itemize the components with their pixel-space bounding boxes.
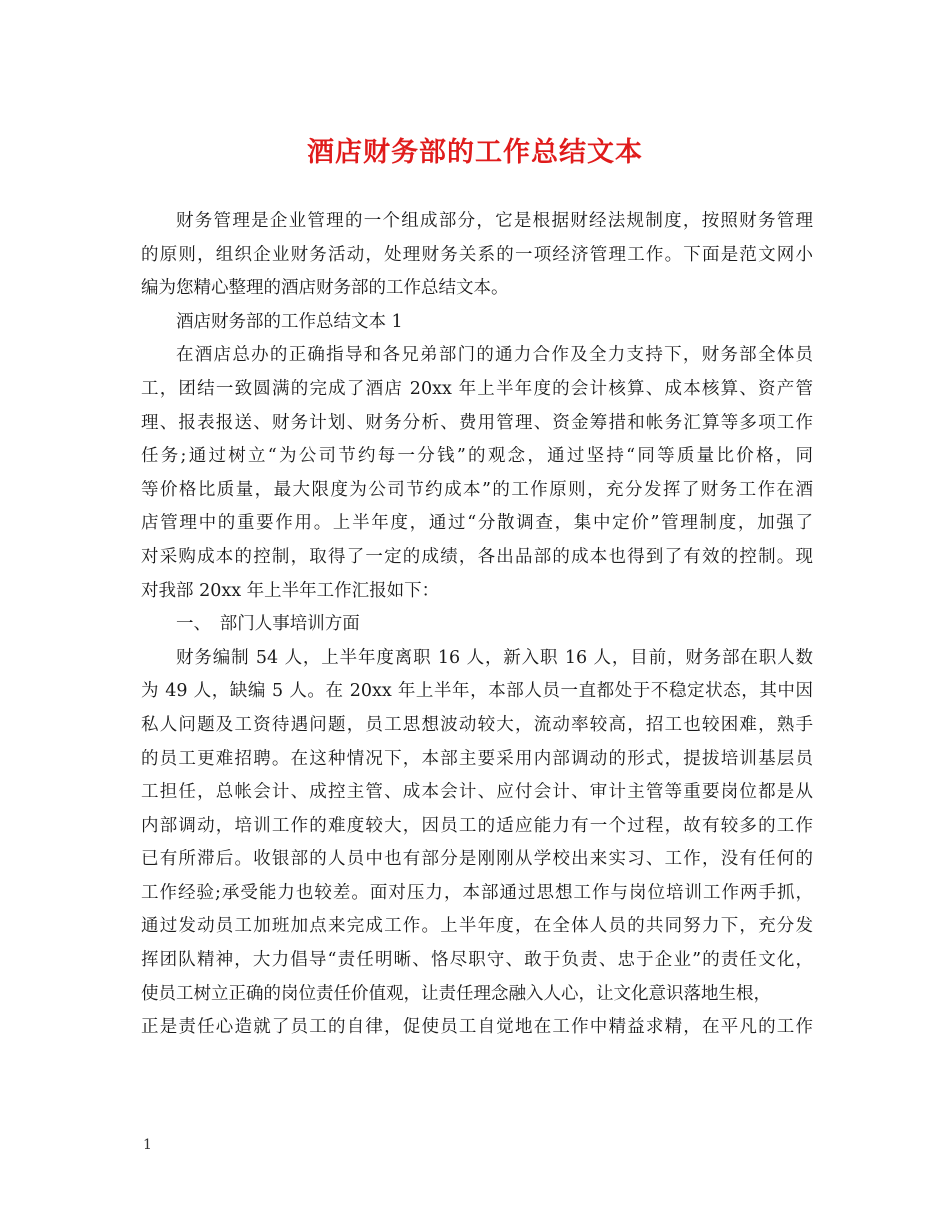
paragraph-line: 通过发动员工加班加点来完成工作。上半年度，在全体人员的共同努力下，充分发 bbox=[141, 916, 813, 937]
section-heading: 酒店财务部的工作总结文本 1 bbox=[176, 311, 403, 332]
paragraph-line: 理、报表报送、财务计划、财务分析、费用管理、资金筹措和帐务汇算等多项工作 bbox=[141, 412, 813, 433]
paragraph-line: 财务编制 54 人，上半年度离职 16 人，新入职 16 人，目前，财务部在职人数 bbox=[176, 647, 813, 668]
document-title: 酒店财务部的工作总结文本 bbox=[307, 137, 643, 168]
paragraph-line: 对我部 20xx 年上半年工作汇报如下： bbox=[141, 580, 440, 601]
paragraph-line: 编为您精心整理的酒店财务部的工作总结文本。 bbox=[141, 278, 509, 299]
paragraph-line: 私人问题及工资待遇问题，员工思想波动较大，流动率较高，招工也较困难，熟手 bbox=[141, 714, 813, 735]
paragraph-line: 使员工树立正确的岗位责任价值观，让责任理念融入人心，让文化意识落地生根， bbox=[141, 983, 771, 1004]
section-heading: 一、 部门人事培训方面 bbox=[176, 614, 360, 635]
paragraph-line: 店管理中的重要作用。上半年度，通过“分散调查，集中定价”管理制度，加强了 bbox=[141, 513, 813, 534]
paragraph-line: 在酒店总办的正确指导和各兄弟部门的通力合作及全力支持下，财务部全体员 bbox=[176, 345, 813, 366]
paragraph-line: 为 49 人，缺编 5 人。在 20xx 年上半年，本部人员一直都处于不稳定状态，其中因 bbox=[141, 681, 813, 702]
paragraph-line: 工作经验;承受能力也较差。面对压力，本部通过思想工作与岗位培训工作两手抓， bbox=[141, 882, 813, 903]
paragraph-line: 已有所滞后。收银部的人员中也有部分是刚刚从学校出来实习、工作，没有任何的 bbox=[141, 849, 813, 870]
paragraph-line: 工，团结一致圆满的完成了酒店 20xx 年上半年度的会计核算、成本核算、资产管 bbox=[141, 378, 813, 399]
paragraph-line: 挥团队精神，大力倡导“责任明晰、恪尽职守、敢于负责、忠于企业”的责任文化， bbox=[141, 950, 813, 971]
paragraph-line: 等价格比质量，最大限度为公司节约成本”的工作原则，充分发挥了财务工作在酒 bbox=[141, 479, 813, 500]
paragraph-line: 的员工更难招聘。在这种情况下，本部主要采用内部调动的形式，提拔培训基层员 bbox=[141, 748, 813, 769]
paragraph-line: 任务;通过树立“为公司节约每一分钱”的观念，通过坚持“同等质量比价格，同 bbox=[141, 446, 813, 467]
paragraph-line: 工担任，总帐会计、成控主管、成本会计、应付会计、审计主管等重要岗位都是从 bbox=[141, 782, 813, 803]
page-number: 1 bbox=[143, 1137, 152, 1153]
paragraph-line: 对采购成本的控制，取得了一定的成绩，各出品部的成本也得到了有效的控制。现 bbox=[141, 546, 813, 567]
paragraph-line: 财务管理是企业管理的一个组成部分，它是根据财经法规制度，按照财务管理 bbox=[176, 211, 813, 231]
paragraph-line: 正是责任心造就了员工的自律，促使员工自觉地在工作中精益求精，在平凡的工作 bbox=[141, 1017, 813, 1038]
document-body bbox=[141, 205, 813, 1045]
paragraph-line: 的原则，组织企业财务活动，处理财务关系的一项经济管理工作。下面是范文网小 bbox=[141, 244, 813, 265]
paragraph-line: 内部调动，培训工作的难度较大，因员工的适应能力有一个过程，故有较多的工作 bbox=[141, 815, 813, 836]
